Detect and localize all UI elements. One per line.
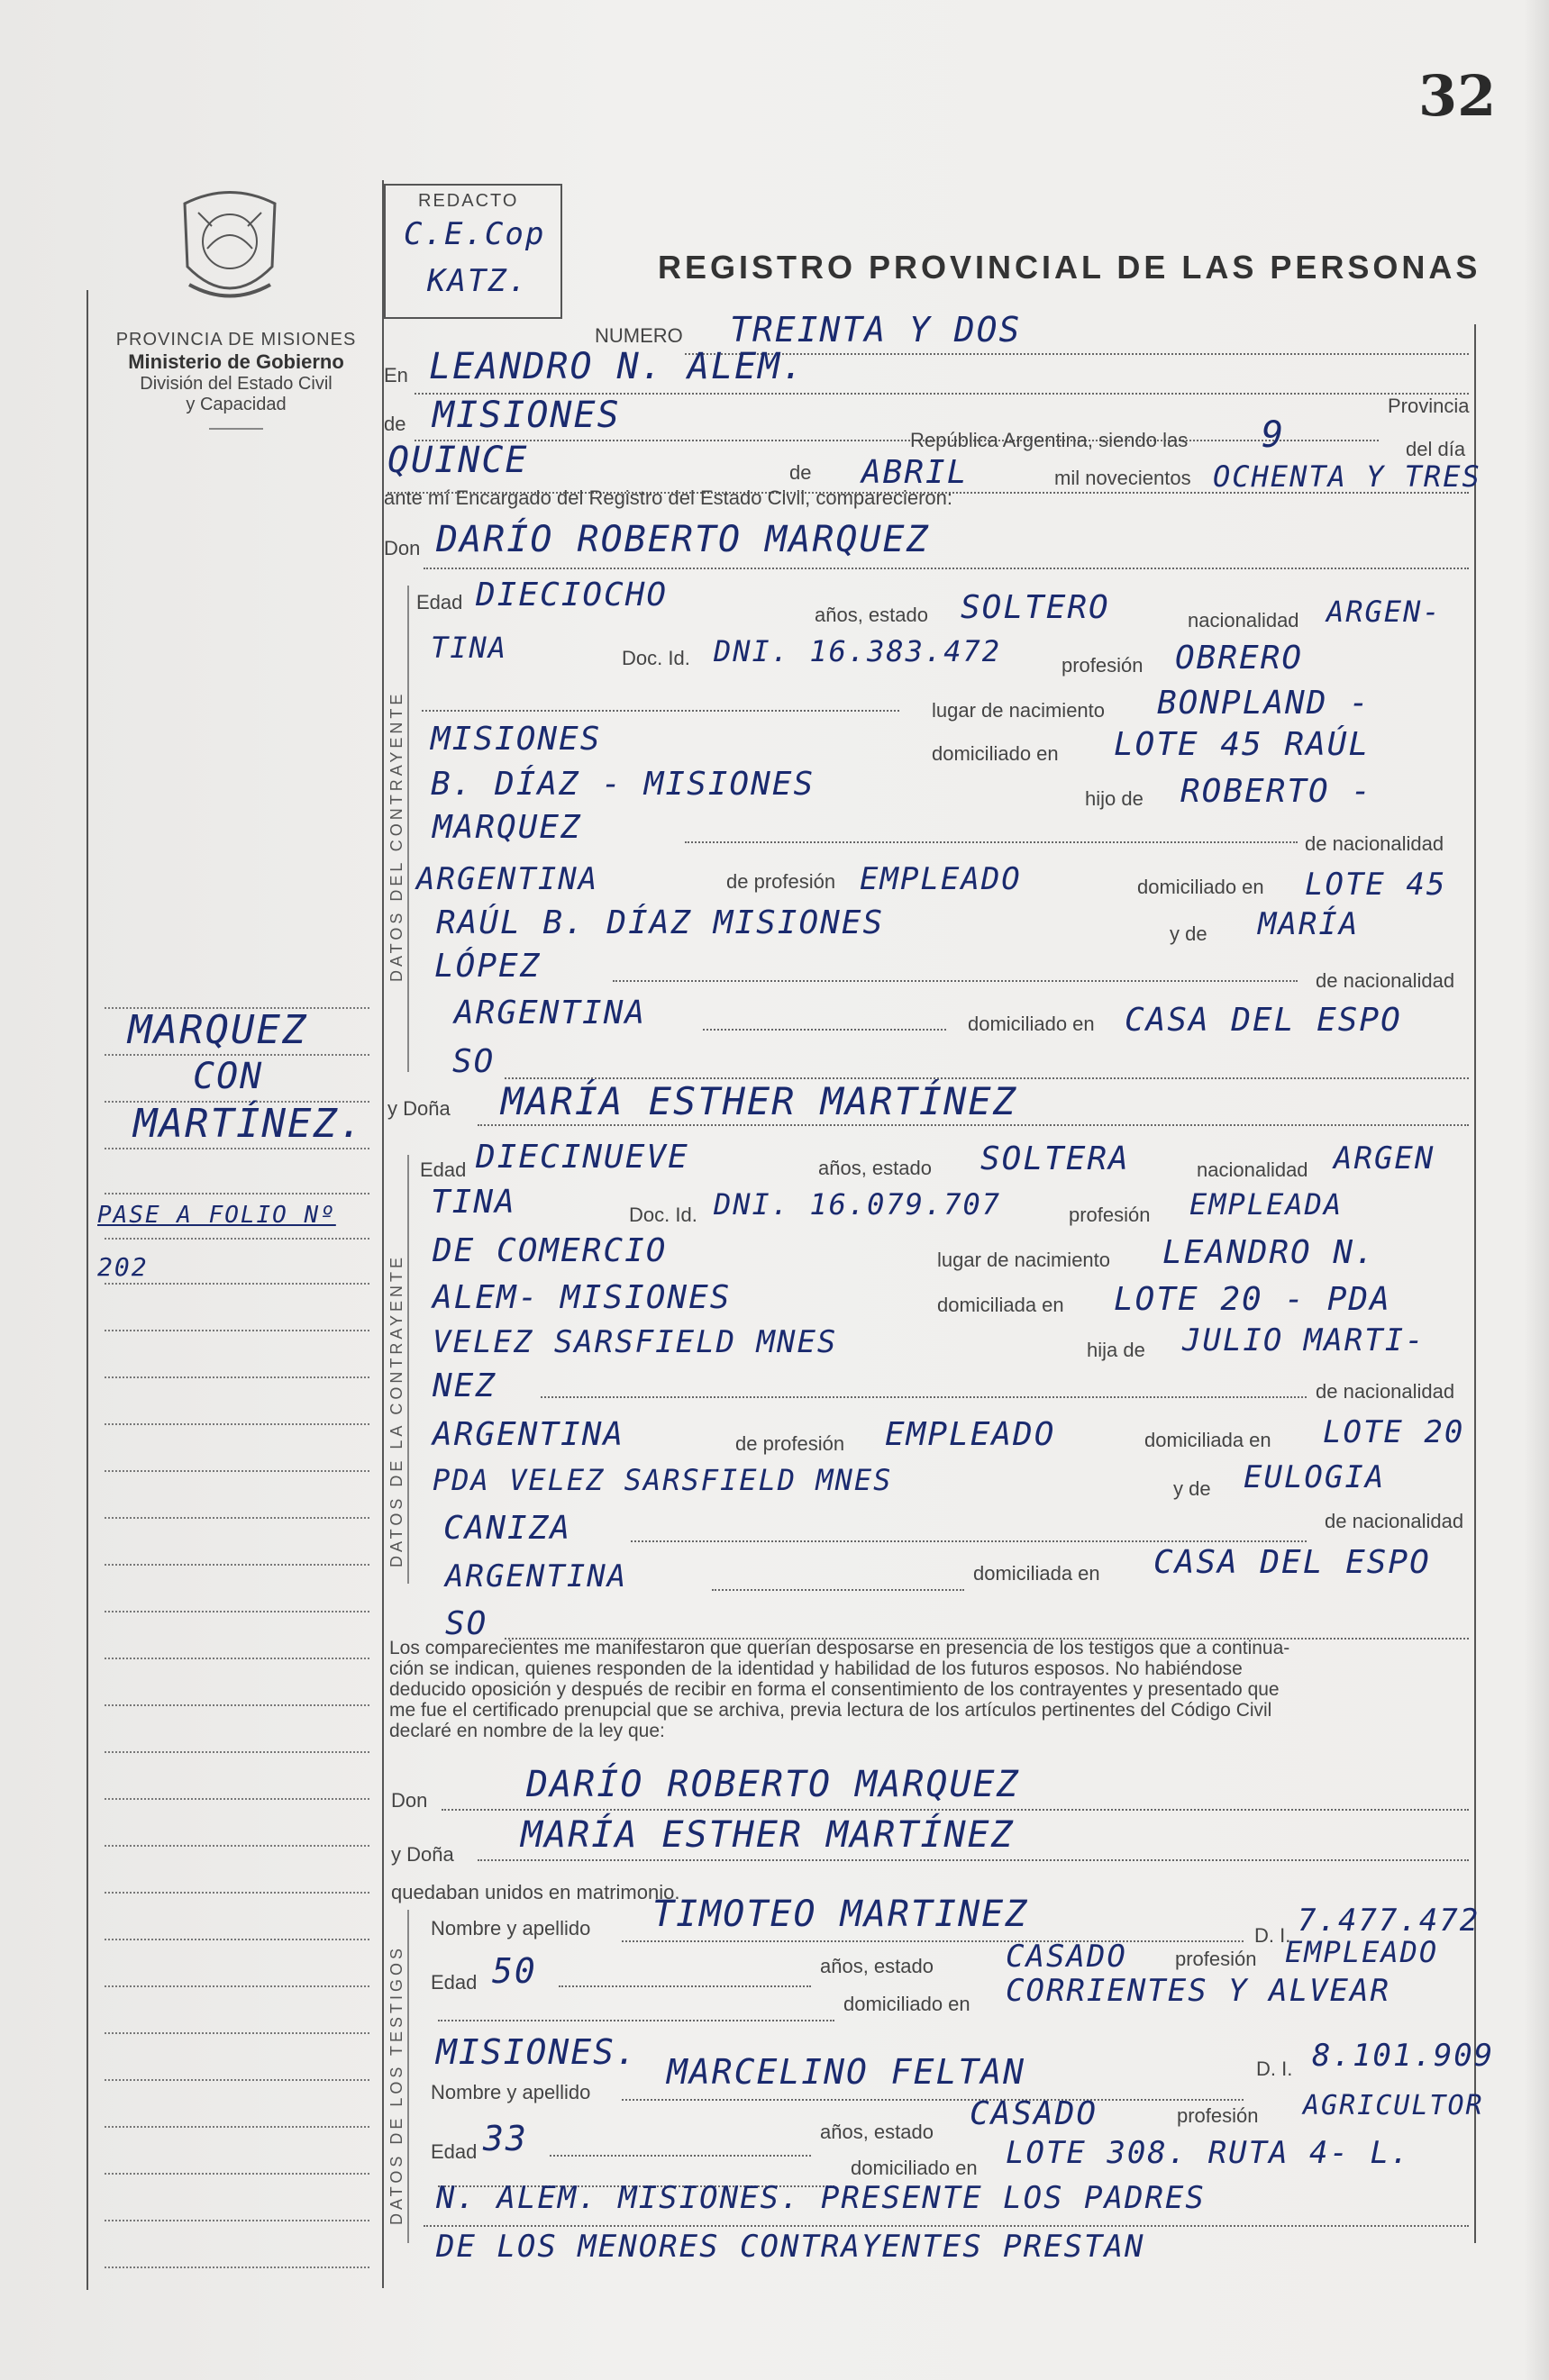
- domicilio-f-value-a: LOTE 20 - PDA: [1114, 1281, 1391, 1318]
- header-division: División del Estado Civil: [140, 374, 333, 394]
- t1-dom-value-b: MISIONES.: [436, 2032, 638, 2072]
- madre-value-a: MARÍA: [1258, 906, 1360, 942]
- t1-nombre-label: Nombre y apellido: [431, 1917, 591, 1939]
- madre-f-line: [631, 1540, 1307, 1542]
- t2-profesion-label: profesión: [1177, 2104, 1259, 2127]
- nacionalidad-label: nacionalidad: [1188, 609, 1299, 631]
- decl-dona-line: [478, 1859, 1469, 1861]
- republica-text: República Argentina, siendo las: [910, 429, 1189, 451]
- de-nacionalidad-label: de nacionalidad: [1305, 832, 1444, 855]
- t2-edad-label: Edad: [431, 2140, 478, 2163]
- domiciliada-en2-label: domiciliada en: [1144, 1429, 1271, 1451]
- t1-di-label: D. I.: [1254, 1924, 1291, 1947]
- de-profesion-f-label: de profesión: [735, 1432, 845, 1455]
- de2-label: de: [789, 461, 812, 484]
- t1-estado-value: CASADO: [1006, 1939, 1127, 1975]
- mes-value: ABRIL: [861, 454, 969, 491]
- madre-f-dom-value-b: SO: [445, 1605, 488, 1642]
- don-line: [424, 568, 1469, 569]
- margin-line-23: [105, 2032, 369, 2034]
- margin-line-11: [105, 1470, 369, 1472]
- t1-dom-line: [438, 2020, 834, 2021]
- t2-nombre-value: MARCELINO FELTAN: [667, 2052, 1026, 2092]
- anios-estado-label: años, estado: [815, 604, 928, 626]
- blank-line: [422, 710, 899, 712]
- hijo-label: hijo de: [1085, 787, 1144, 810]
- t1-profesion-label: profesión: [1175, 1948, 1257, 1970]
- margin-line-4: [105, 1148, 369, 1149]
- provincia-label: Provincia: [1388, 395, 1470, 417]
- side-label-contrayente-f: DATOS DE LA CONTRAYENTE: [387, 1253, 405, 1567]
- t1-dom-value-a: CORRIENTES Y ALVEAR: [1006, 1973, 1390, 2009]
- de-nacionalidad-label-2: de nacionalidad: [1316, 969, 1455, 992]
- y-de-label: y de: [1170, 922, 1207, 945]
- de-profesion-label: de profesión: [726, 870, 836, 893]
- t2-nombre-label: Nombre y apellido: [431, 2081, 591, 2103]
- dona-label: y Doña: [387, 1097, 451, 1120]
- madre-dom-value-b: SO: [452, 1043, 496, 1080]
- redacto-stamp: [384, 184, 562, 319]
- stamp-line1: C.E.Cop: [404, 216, 546, 252]
- declaration-line-3: deducido oposición y después de recibir en forma el consentimiento de los contrayentes y presentado que: [389, 1679, 1280, 1700]
- margin-line-21: [105, 1939, 369, 1940]
- padre-f-dom-value-b: PDA VELEZ SARSFIELD MNES: [433, 1463, 893, 1497]
- padre-f-prof-value: EMPLEADO: [885, 1416, 1056, 1453]
- margin-line-17: [105, 1751, 369, 1753]
- left-header: [101, 330, 371, 430]
- de-line: [415, 440, 1379, 441]
- margin-line-12: [105, 1517, 369, 1519]
- dona-line: [478, 1124, 1469, 1126]
- domicilio-value-a: LOTE 45 RAÚL: [1114, 726, 1371, 763]
- t2-nombre-line: [622, 2099, 1244, 2101]
- madre-f-dom-value-a: CASA DEL ESPO: [1153, 1544, 1431, 1581]
- margin-line-27: [105, 2220, 369, 2221]
- domicilio-value-b: B. DÍAZ - MISIONES: [431, 766, 816, 803]
- t1-edad-label: Edad: [431, 1971, 478, 1994]
- estado-value: SOLTERO: [961, 589, 1110, 626]
- t1-nombre-value: TIMOTEO MARTINEZ: [652, 1894, 1029, 1935]
- numero-label: NUMERO: [595, 324, 683, 347]
- domiciliada-label: domiciliada en: [937, 1294, 1064, 1316]
- t2-estado-value: CASADO: [970, 2095, 1098, 2132]
- padre-f-dom-value-a: LOTE 20: [1323, 1414, 1465, 1450]
- madre-dom-value-a: CASA DEL ESPO: [1125, 1002, 1402, 1039]
- margin-line-25: [105, 2126, 369, 2128]
- t1-anios-estado-label: años, estado: [820, 1955, 934, 1977]
- margin-line-8: [105, 1330, 369, 1331]
- don-value: DARÍO ROBERTO MARQUEZ: [436, 519, 930, 560]
- edad-value: DIECIOCHO: [476, 577, 669, 613]
- dona-value: MARÍA ESTHER MARTÍNEZ: [501, 1079, 1018, 1123]
- side-label-testigos: DATOS DE LOS TESTIGOS: [387, 1944, 405, 2225]
- domiciliado-label: domiciliado en: [932, 742, 1059, 765]
- t2-anios-estado-label: años, estado: [820, 2121, 934, 2143]
- de-value: MISIONES: [433, 395, 621, 436]
- numero-value: TREINTA Y DOS: [730, 310, 1022, 350]
- padre-value-a: ROBERTO -: [1180, 773, 1373, 810]
- doc-f-value: DNI. 16.079.707: [714, 1187, 1001, 1222]
- margin-line-19: [105, 1845, 369, 1847]
- t2-di-value: 8.101.909: [1312, 2038, 1495, 2074]
- folio-number: 32: [1418, 63, 1497, 129]
- t1-edad-line: [559, 1985, 811, 1987]
- t2-dom-value-a: LOTE 308. RUTA 4- L.: [1006, 2135, 1411, 2171]
- header-capacity: y Capacidad: [186, 395, 287, 414]
- nacionalidad-value-b: TINA: [431, 631, 508, 665]
- madre-f-nac-value: ARGENTINA: [445, 1558, 628, 1594]
- profesion-f-value-b: DE COMERCIO: [433, 1232, 668, 1269]
- margin-note-line2: CON: [193, 1056, 264, 1097]
- doc-value: DNI. 16.383.472: [714, 634, 1001, 668]
- margin-note-line3: MARTÍNEZ.: [133, 1101, 365, 1147]
- testigos-bracket: [407, 1910, 409, 2243]
- padre-f-line: [541, 1396, 1307, 1398]
- madre-f-nac-line: [712, 1589, 964, 1591]
- doc-label: Doc. Id.: [622, 647, 690, 669]
- margin-pase: PASE A FOLIO Nº: [97, 1202, 336, 1229]
- nacionalidad-f-label: nacionalidad: [1197, 1158, 1308, 1181]
- lugar-f-value-a: LEANDRO N.: [1162, 1234, 1376, 1271]
- left-frame-line: [87, 290, 88, 2290]
- madre-f-value-b: CANIZA: [443, 1510, 572, 1547]
- header-rule: [209, 428, 263, 430]
- t2-edad-line: [550, 2155, 811, 2157]
- declaration-paragraph: [389, 1638, 1480, 1741]
- del-dia-label: del día: [1406, 438, 1466, 460]
- decl-dona-label: y Doña: [391, 1843, 454, 1866]
- margin-line-10: [105, 1423, 369, 1425]
- margin-line-9: [105, 1376, 369, 1378]
- margin-note-line1: MARQUEZ: [128, 1007, 308, 1053]
- padre-line: [685, 841, 1298, 843]
- contrayente-bracket: [407, 586, 409, 1072]
- ante-text: ante mí Encargado del Registro del Estado Civil, comparecieron:: [384, 486, 952, 509]
- edad-f-label: Edad: [420, 1158, 467, 1181]
- margin-line-15: [105, 1658, 369, 1659]
- nacionalidad-f-value-a: ARGEN: [1334, 1140, 1435, 1176]
- t1-edad-value: 50: [492, 1951, 537, 1991]
- declaration-line-1: Los comparecientes me manifestaron que querían desposarse en presencia de los testigos que a continua-: [389, 1638, 1290, 1658]
- lugar-label: lugar de nacimiento: [932, 699, 1106, 722]
- right-frame-line: [1474, 324, 1476, 2243]
- madre-line: [613, 980, 1298, 982]
- nacionalidad-f-value-b: TINA: [431, 1184, 516, 1221]
- mil-label: mil novecientos: [1054, 467, 1191, 489]
- lugar-value-b: MISIONES: [431, 721, 602, 758]
- padre-nac-value: ARGENTINA: [416, 861, 599, 897]
- padre-dom-value-a: LOTE 45: [1305, 867, 1447, 903]
- t1-di-value: 7.477.472: [1298, 1903, 1481, 1939]
- t2-final-line: [424, 2225, 1469, 2227]
- padre-f-nac-value: ARGENTINA: [433, 1416, 625, 1453]
- dia-value: QUINCE: [387, 440, 529, 481]
- nacionalidad-value-a: ARGEN-: [1326, 595, 1442, 629]
- don-label: Don: [384, 537, 421, 559]
- header-province: PROVINCIA DE MISIONES: [115, 330, 357, 350]
- profesion-f-value-a: EMPLEADA: [1189, 1187, 1344, 1222]
- hija-label: hija de: [1087, 1339, 1145, 1361]
- page-title: REGISTRO PROVINCIAL DE LAS PERSONAS: [658, 249, 1481, 286]
- margin-line-18: [105, 1798, 369, 1800]
- margin-line-26: [105, 2173, 369, 2175]
- anios-estado-f-label: años, estado: [818, 1157, 932, 1179]
- en-label: En: [384, 364, 408, 386]
- margin-line-7: [105, 1283, 369, 1285]
- margin-line-20: [105, 1892, 369, 1894]
- madre-f-value-a: EULOGIA: [1244, 1459, 1386, 1495]
- hora-value: 9: [1262, 414, 1286, 456]
- margin-line-14: [105, 1611, 369, 1612]
- t2-dom-value-c: DE LOS MENORES CONTRAYENTES PRESTAN: [436, 2229, 1145, 2265]
- margin-line-22: [105, 1985, 369, 1987]
- decl-don-value: DARÍO ROBERTO MARQUEZ: [526, 1764, 1020, 1805]
- padre-f-value-b: NEZ: [433, 1367, 497, 1404]
- profesion-f-label: profesión: [1069, 1204, 1151, 1226]
- en-value: LEANDRO N. ALEM.: [429, 346, 806, 387]
- margin-line-5: [105, 1193, 369, 1195]
- padre-f-value-a: JULIO MARTI-: [1182, 1322, 1426, 1358]
- doc-f-label: Doc. Id.: [629, 1204, 697, 1226]
- profesion-value: OBRERO: [1175, 640, 1304, 677]
- anio-value: OCHENTA Y TRES: [1213, 459, 1481, 494]
- domiciliado-en3-label: domiciliado en: [968, 1013, 1095, 1035]
- side-label-contrayente: DATOS DEL CONTRAYENTE: [387, 690, 405, 982]
- padre-dom-value-b: RAÚL B. DÍAZ MISIONES: [436, 904, 885, 941]
- de-label: de: [384, 413, 406, 435]
- header-ministry: Ministerio de Gobierno: [128, 350, 344, 373]
- coat-of-arms-icon: [171, 186, 288, 312]
- stamp-line2: KATZ.: [427, 263, 529, 299]
- t1-nombre-line: [622, 1940, 1244, 1942]
- contrayente-f-bracket: [407, 1155, 409, 1584]
- edad-f-value: DIECINUEVE: [476, 1139, 689, 1176]
- t2-domiciliado-label: domiciliado en: [851, 2157, 978, 2179]
- decl-don-label: Don: [391, 1789, 428, 1812]
- stamp-label: REDACTO: [418, 191, 519, 211]
- domicilio-f-value-b: VELEZ SARSFIELD MNES: [433, 1324, 838, 1360]
- declaration-line-2: ción se indican, quienes responden de la identidad y habilidad de los futuros esposos. No habiéndose: [389, 1658, 1243, 1679]
- margin-folio: 202: [97, 1252, 149, 1282]
- t2-edad-value: 33: [483, 2119, 528, 2158]
- estado-f-value: SOLTERA: [980, 1140, 1130, 1177]
- edad-label: Edad: [416, 591, 463, 613]
- madre-nac-line: [703, 1029, 946, 1031]
- lugar-f-value-b: ALEM- MISIONES: [433, 1279, 732, 1316]
- de-nacionalidad-f-label: de nacionalidad: [1316, 1380, 1455, 1403]
- t2-profesion-value: AGRICULTOR: [1303, 2090, 1484, 2121]
- margin-line-16: [105, 1704, 369, 1706]
- declaration-line-5: declaré en nombre de la ley que:: [389, 1721, 665, 1741]
- margin-line-6: [105, 1238, 369, 1240]
- madre-nac-value: ARGENTINA: [454, 995, 647, 1031]
- domiciliada-en3-label: domiciliada en: [973, 1562, 1100, 1585]
- margin-line-28: [105, 2266, 369, 2268]
- margin-line-13: [105, 1564, 369, 1566]
- decl-dona-value: MARÍA ESTHER MARTÍNEZ: [521, 1814, 1015, 1856]
- t2-dom-value-b: N. ALEM. MISIONES. PRESENTE LOS PADRES: [436, 2180, 1206, 2216]
- padre-prof-value: EMPLEADO: [860, 861, 1022, 897]
- profesion-label: profesión: [1062, 654, 1144, 677]
- padre-value-b: MARQUEZ: [433, 809, 582, 846]
- y-de-f-label: y de: [1173, 1477, 1211, 1500]
- t2-di-label: D. I.: [1256, 2058, 1293, 2080]
- declaration-line-4: me fue el certificado prenupcial que se archiva, previa lectura de los artículos pertinentes del Código Civil: [389, 1700, 1272, 1721]
- t1-profesion-value: EMPLEADO: [1285, 1935, 1439, 1969]
- lugar-f-label: lugar de nacimiento: [937, 1249, 1111, 1271]
- domiciliado-en2-label: domiciliado en: [1137, 876, 1264, 898]
- madre-value-b: LÓPEZ: [434, 948, 542, 985]
- decl-don-line: [442, 1809, 1469, 1811]
- margin-line-24: [105, 2079, 369, 2081]
- quedaban-text: quedaban unidos en matrimonio.: [391, 1881, 680, 1903]
- lugar-value-a: BONPLAND -: [1157, 685, 1371, 722]
- t1-domiciliado-label: domiciliado en: [843, 1993, 970, 2015]
- de-nacionalidad-f-label-2: de nacionalidad: [1325, 1510, 1464, 1532]
